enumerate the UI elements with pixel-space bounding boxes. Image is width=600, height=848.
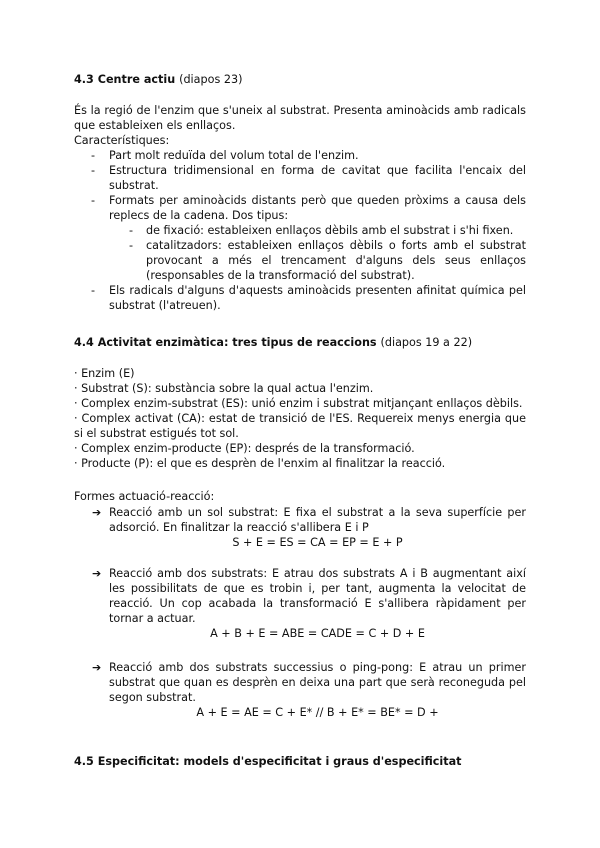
definition-item: · Complex enzim-producte (EP): després de la transformació. (74, 442, 415, 455)
definition-item: · Complex activat (CA): estat de transició de l'ES. Requereix menys energia que si el substrat estigués tot sol. (74, 412, 526, 440)
dash-marker: - (91, 149, 96, 162)
list-item-text: Formats per aminoàcids distants però que queden pròxims a causa dels replecs de la cadena. Dos tipus: (109, 194, 526, 222)
characteristics-label: Característiques: (74, 134, 170, 147)
definition-item: · Substrat (S): substància sobre la qual actua l'enzim. (74, 382, 374, 395)
list-item (74, 163, 526, 193)
sub-list-item-text: catalitzadors: estableixen enllaços dèbils o forts amb el substrat provocant a més el trencament d'alguns dels seus enllaços (responsables de la transformació del substrat). (146, 239, 526, 282)
dash-marker: - (129, 239, 134, 252)
arrow-bullet-icon: ➔ (92, 661, 102, 674)
list-item-text: Estructura tridimensional en forma de cavitat que facilita l'encaix del substrat. (109, 164, 526, 192)
reaction-text: Reacció amb dos substrats successius o ping-pong: E atrau un primer substrat que quan es desprèn en deixa una part que serà reconeguda pel segon substrat. (109, 661, 526, 704)
sub-list-item-text: de fixació: estableixen enllaços dèbils amb el substrat i s'hi fixen. (146, 224, 514, 237)
sub-list-item (74, 223, 526, 238)
reaction-item (74, 660, 526, 720)
reaction-equation: S + E = ES = CA = EP = E + P (232, 536, 403, 549)
list-item (74, 193, 526, 223)
dash-marker: - (91, 164, 96, 177)
reaction-text: Reacció amb dos substrats: E atrau dos substrats A i B augmentant així les possibilitats de que es trobin i, per tant, augmenta la velocitat de reacció. Un cop acabada la transformació E s'allibera ràpidament per tornar a actuar. (109, 567, 526, 625)
arrow-bullet-icon: ➔ (92, 567, 102, 580)
reaction-text: Reacció amb un sol substrat: E fixa el substrat a la seva superfície per adsorció. En finalitzar la reacció s'allibera E i P (109, 506, 526, 534)
reaction-item (74, 505, 526, 550)
definitions-list (74, 366, 526, 471)
definition-item: · Complex enzim-substrat (ES): unió enzim i substrat mitjançant enllaços dèbils. (74, 397, 523, 410)
arrow-bullet-icon: ➔ (92, 506, 102, 519)
dash-marker: - (91, 284, 96, 297)
reaction-equation: A + E = AE = C + E* // B + E* = BE* = D + (196, 706, 439, 719)
list-item-text: Part molt reduïda del volum total de l'enzim. (109, 149, 359, 162)
section-note: (diapos 19 a 22) (380, 336, 473, 349)
sub-list-item (74, 238, 526, 283)
definition-item: · Producte (P): el que es desprèn de l'enxim al finalitzar la reacció. (74, 457, 446, 470)
reaction-equation: A + B + E = ABE = CADE = C + D + E (210, 627, 425, 640)
section-4-4-heading (74, 335, 526, 350)
section-title: Activitat enzimàtica: tres tipus de reaccions (97, 336, 377, 349)
characteristics-list (74, 148, 526, 313)
section-title: Centre actiu (97, 73, 176, 86)
section-4-3-intro: És la regió de l'enzim que s'uneix al substrat. Presenta aminoàcids amb radicals que estableixen els enllaços. (74, 104, 526, 132)
section-4-3-heading (74, 72, 526, 87)
dash-marker: - (91, 194, 96, 207)
dash-marker: - (129, 224, 134, 237)
forms-label: Formes actuació-reacció: (74, 490, 215, 503)
section-number: 4.3 (74, 73, 94, 86)
list-item (74, 148, 526, 163)
section-title: Especificitat: models d'especificitat i graus d'especificitat (97, 755, 462, 768)
list-item-text: Els radicals d'alguns d'aquests aminoàcids presenten afinitat química pel substrat (l'atreuen). (109, 284, 526, 312)
definition-item: · Enzim (E) (74, 367, 135, 380)
section-number: 4.5 (74, 755, 94, 768)
section-4-5-heading (74, 754, 526, 769)
section-number: 4.4 (74, 336, 94, 349)
list-item (74, 283, 526, 313)
section-note: (diapos 23) (179, 73, 243, 86)
reaction-item (74, 566, 526, 641)
